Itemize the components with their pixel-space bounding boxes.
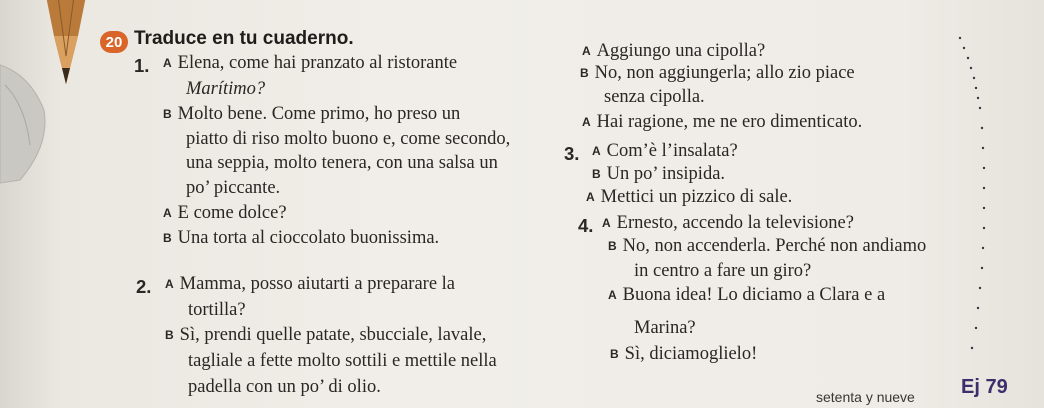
line-text: E come dolce? — [177, 203, 287, 223]
speaker-b-marker: B — [592, 167, 601, 181]
line-text: Elena, come hai pranzato al ristorante — [177, 53, 458, 73]
line-text: Sì, prendi quelle patate, sbucciale, lavale, — [179, 325, 487, 345]
text-line — [163, 202, 287, 224]
speaker-a-marker: A — [602, 216, 611, 230]
line-text: Sì, diciamoglielo! — [624, 344, 758, 364]
line-text: Hai ragione, me ne ero dimenticato. — [596, 112, 863, 132]
text-line — [580, 62, 855, 84]
text-line — [582, 40, 765, 62]
line-text: Mamma, posso aiutarti a preparare la — [179, 274, 456, 294]
speaker-a-marker: A — [582, 44, 591, 58]
margin-dots-decoration — [950, 0, 1044, 408]
text-line — [163, 52, 457, 74]
line-text: Buona idea! Lo diciamo a Clara e a — [622, 285, 886, 305]
exercise-number-badge: 20 — [100, 31, 128, 53]
text-line — [586, 186, 792, 208]
text-line — [163, 103, 460, 125]
speaker-b-marker: B — [163, 231, 172, 245]
speaker-a-marker: A — [163, 56, 172, 70]
text-line — [592, 140, 738, 162]
line-text: No, non accenderla. Perché non andiamo — [622, 236, 927, 256]
line-text: No, non aggiungerla; allo zio piace — [594, 63, 855, 83]
speaker-a-marker: A — [608, 288, 617, 302]
line-text: Un po’ insipida. — [606, 164, 726, 184]
speaker-a-marker: A — [586, 190, 595, 204]
exercise-title: Traduce en tu cuaderno. — [134, 28, 354, 49]
text-line — [608, 284, 885, 306]
line-text: Una torta al cioccolato buonissima. — [177, 228, 440, 248]
speaker-a-marker: A — [592, 144, 601, 158]
text-line: Marítimo? — [186, 79, 266, 99]
item-number-4: 4. — [578, 215, 594, 236]
speaker-b-marker: B — [610, 347, 619, 361]
page-number-text: setenta y nueve — [816, 389, 915, 405]
pencil-icon — [38, 0, 94, 86]
line-text: Molto bene. Come primo, ho preso un — [177, 104, 461, 124]
text-line: tagliale a fette molto sottili e mettile nella — [188, 351, 497, 371]
item-number-1: 1. — [134, 55, 150, 76]
speaker-b-marker: B — [165, 328, 174, 342]
text-line: piatto di riso molto buono e, come secondo, — [186, 129, 511, 149]
text-line: Marina? — [634, 318, 696, 338]
text-line: senza cipolla. — [604, 87, 705, 107]
text-line — [610, 343, 757, 365]
text-line — [602, 212, 854, 234]
line-text: Aggiungo una cipolla? — [596, 41, 766, 61]
text-line — [608, 235, 926, 257]
text-line — [163, 227, 439, 249]
text-line — [592, 163, 725, 185]
text-line: tortilla? — [188, 300, 246, 320]
speaker-a-marker: A — [165, 277, 174, 291]
speaker-a-marker: A — [582, 115, 591, 129]
text-line: padella con un po’ di olio. — [188, 377, 381, 397]
text-line: in centro a fare un giro? — [634, 261, 812, 281]
page-reference: Ej 79 — [961, 376, 1008, 398]
text-line: po’ piccante. — [186, 178, 281, 198]
line-text: Ernesto, accendo la televisione? — [616, 213, 854, 233]
item-number-2: 2. — [136, 276, 152, 297]
text-line — [582, 111, 862, 133]
text-line — [165, 324, 486, 346]
line-text: Mettici un pizzico di sale. — [600, 187, 793, 207]
speaker-a-marker: A — [163, 206, 172, 220]
speaker-b-marker: B — [580, 66, 589, 80]
speaker-b-marker: B — [163, 107, 172, 121]
speaker-b-marker: B — [608, 239, 617, 253]
text-line: una seppia, molto tenera, con una salsa un — [186, 153, 498, 173]
line-text: Com’è l’insalata? — [606, 141, 738, 161]
text-line — [165, 273, 455, 295]
item-number-3: 3. — [564, 143, 580, 164]
